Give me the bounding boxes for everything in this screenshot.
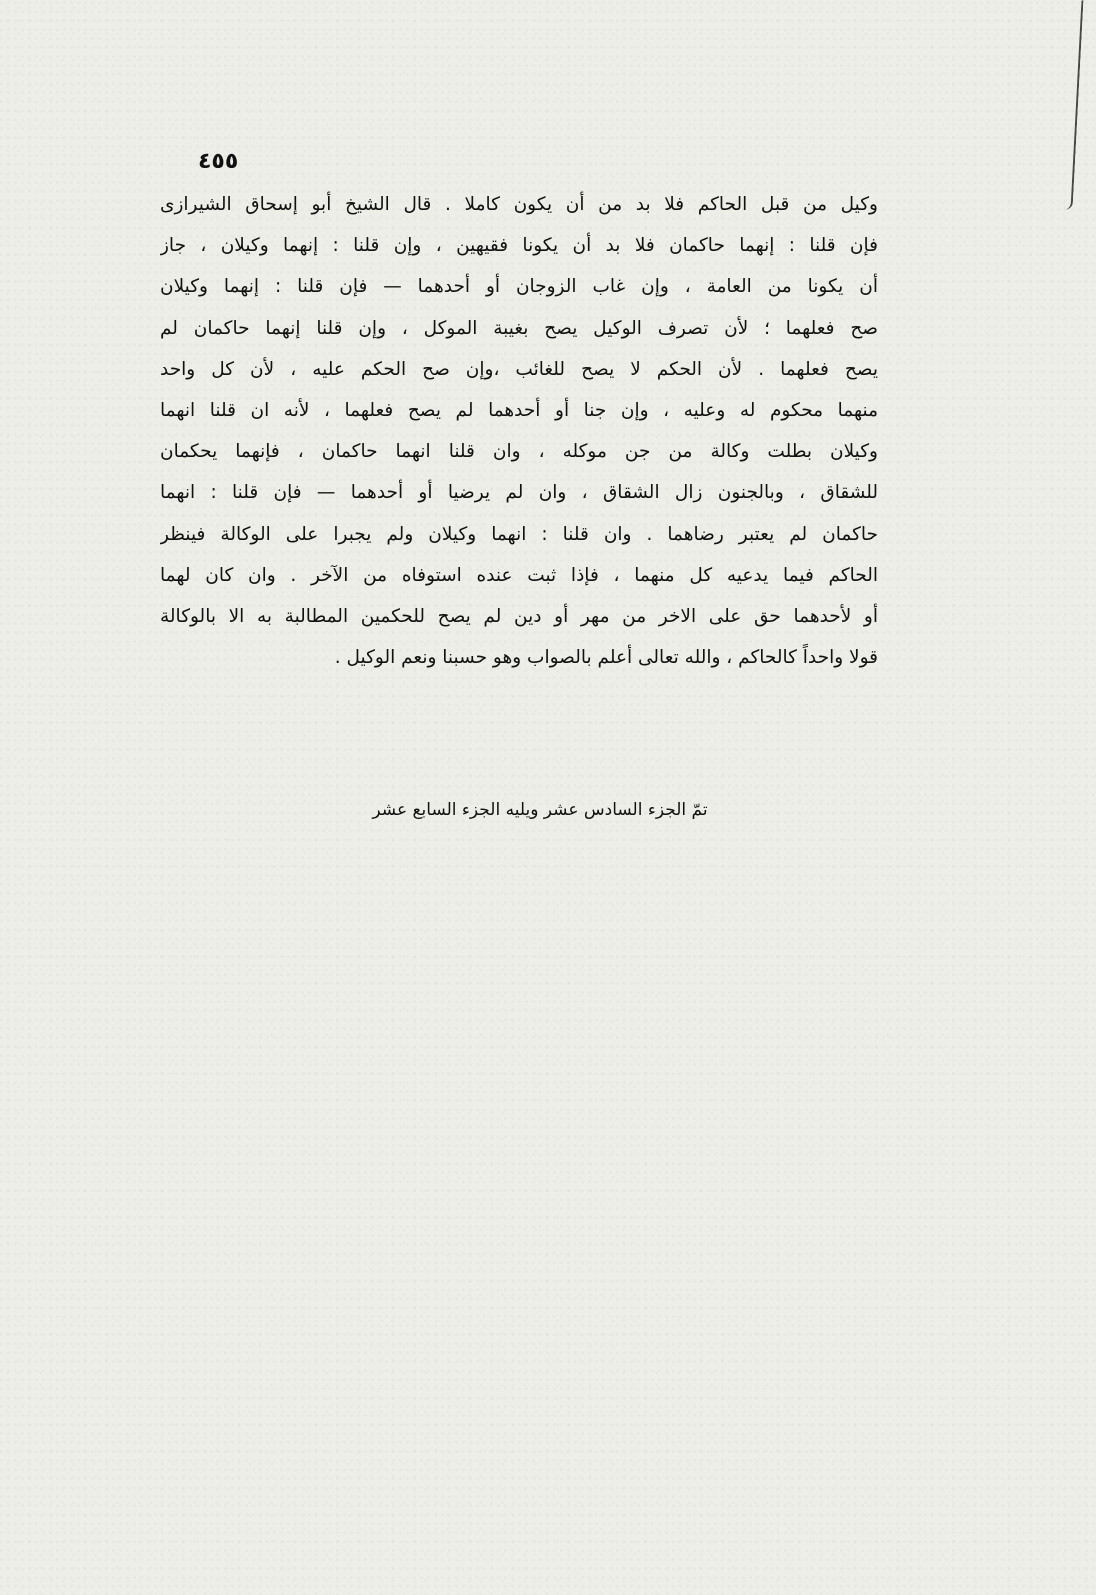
text-line: وكيل من قبل الحاكم فلا بد من أن يكون كاملا . قال الشيخ أبو إسحاق الشيرازى xyxy=(160,194,878,215)
body-text xyxy=(160,184,878,678)
text-line: أن يكونا من العامة ، وإن غاب الزوجان أو أحدهما — فإن قلنا : إنهما وكيلان xyxy=(160,276,878,298)
text-line: أو لأحدهما حق على الاخر من مهر أو دين لم يصح للحكمين المطالبة به الا بالوكالة xyxy=(160,605,878,627)
text-line: قولا واحداً كالحاكم ، والله تعالى أعلم بالصواب وهو حسبنا ونعم الوكيل . xyxy=(334,647,878,669)
page-number: ٤٥٥ xyxy=(198,149,239,174)
text-line: حاكمان لم يعتبر رضاهما . وان قلنا : انهما وكيلان ولم يجبرا على الوكالة فينظر xyxy=(160,523,878,545)
text-line: للشقاق ، وبالجنون زال الشقاق ، وان لم يرضيا أو أحدهما — فإن قلنا : انهما xyxy=(160,482,878,504)
text-line: صح فعلهما ؛ لأن تصرف الوكيل يصح بغيبة الموكل ، وإن قلنا إنهما حاكمان لم xyxy=(160,317,878,339)
page-edge-mark xyxy=(1065,0,1084,210)
closing-note: تمّ الجزء السادس عشر ويليه الجزء السابع عشر xyxy=(372,800,708,820)
text-line: فإن قلنا : إنهما حاكمان فلا بد أن يكونا فقيهين ، وإن قلنا : إنهما وكيلان ، جاز xyxy=(160,235,878,257)
text-line: يصح فعلهما . لأن الحكم لا يصح للغائب ،وإن صح الحكم عليه ، لأن كل واحد xyxy=(160,358,878,380)
text-line: الحاكم فيما يدعيه كل منهما ، فإذا ثبت عنده استوفاه من الآخر . وان كان لهما xyxy=(160,564,878,586)
text-line: وكيلان بطلت وكالة من جن موكله ، وان قلنا انهما حاكمان ، فإنهما يحكمان xyxy=(160,441,878,463)
text-line: منهما محكوم له وعليه ، وإن جنا أو أحدهما لم يصح فعلهما ، لأنه ان قلنا انهما xyxy=(160,399,878,421)
